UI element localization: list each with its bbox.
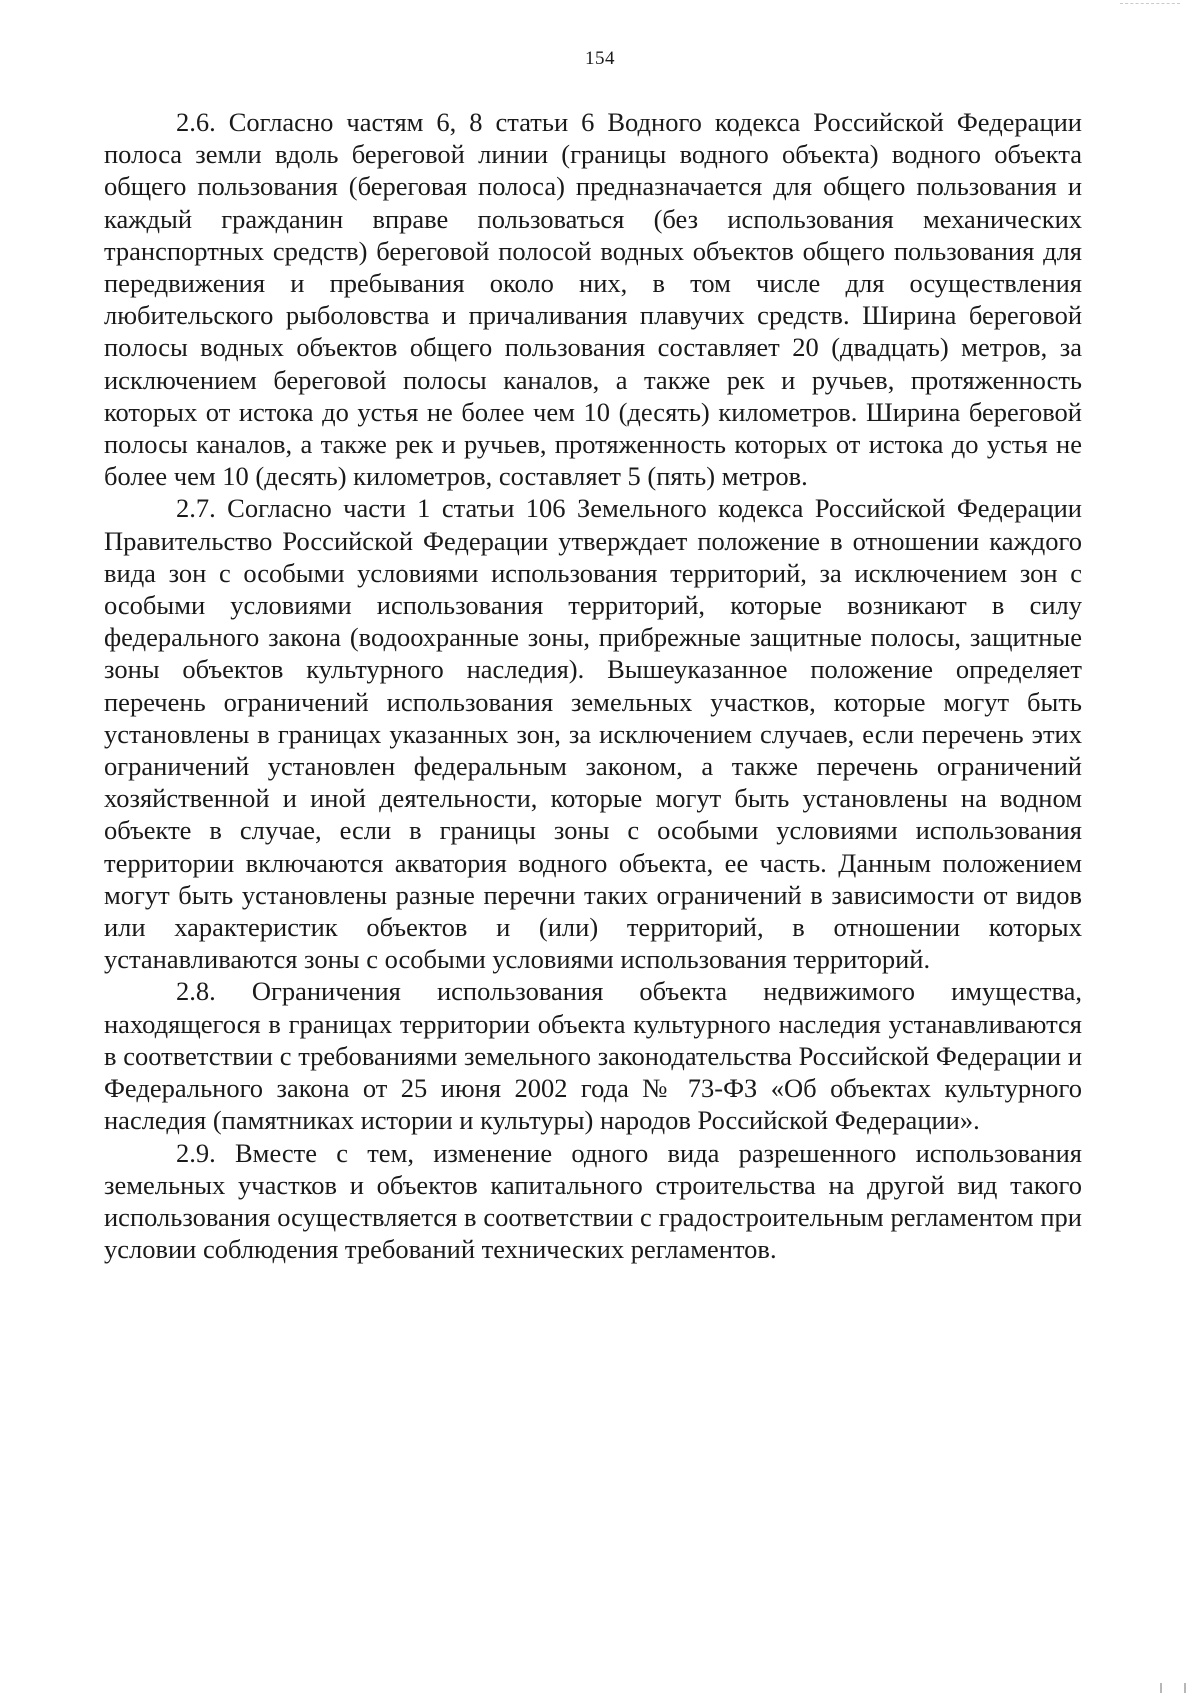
scan-artifact-bottom xyxy=(1160,1683,1186,1693)
paragraph-2-6: 2.6. Согласно частям 6, 8 статьи 6 Водного кодекса Российской Федерации полоса земли вдоль береговой линии (границы водного объекта) водного объекта общего пользования (береговая полоса) предназначается для общего пользования и каждый гражданин вправе пользоваться (без использования механических транспортных средств) береговой полосой водных объектов общего пользования для передвижения и пребывания около них, в том числе для осуществления любительского рыболовства и причаливания плавучих средств. Ширина береговой полосы водных объектов общего пользования составляет 20 (двадцать) метров, за исключением береговой полосы каналов, а также рек и ручьев, протяженность которых от истока до устья не более чем 10 (десять) километров. Ширина береговой полосы каналов, а также рек и ручьев, протяженность которых от истока до устья не более чем 10 (десять) километров, составляет 5 (пять) метров. xyxy=(104,107,1082,492)
paragraph-2-8: 2.8. Ограничения использования объекта недвижимого имущества, находящегося в границах территории объекта культурного наследия устанавливаются в соответствии с требованиями земельного законодательства Российской Федерации и Федерального закона от 25 июня 2002 года № 73-ФЗ «Об объектах культурного наследия (памятниках истории и культуры) народов Российской Федерации». xyxy=(104,976,1082,1136)
paragraph-2-7: 2.7. Согласно части 1 статьи 106 Земельного кодекса Российской Федерации Правительство Российской Федерации утверждает положение в отношении каждого вида зон с особыми условиями использования территорий, за исключением зон с особыми условиями использования территорий, которые возникают в силу федерального закона (водоохранные зоны, прибрежные защитные полосы, защитные зоны объектов культурного наследия). Вышеуказанное положение определяет перечень ограничений использования земельных участков, которые могут быть установлены в границах указанных зон, за исключением случаев, если перечень этих ограничений установлен федеральным законом, а также перечень ограничений хозяйственной и иной деятельности, которые могут быть установлены на водном объекте в случае, если в границы зоны с особыми условиями использования территории включаются акватория водного объекта, ее часть. Данным положением могут быть установлены разные перечни таких ограничений в зависимости от видов или характеристик объектов и (или) территорий, в отношении которых устанавливаются зоны с особыми условиями использования территорий. xyxy=(104,493,1082,975)
paragraph-2-9: 2.9. Вместе с тем, изменение одного вида разрешенного использования земельных участков и объектов капитального строительства на другой вид такого использования осуществляется в соответствии с градостроительным регламентом при условии соблюдения требований технических регламентов. xyxy=(104,1137,1082,1265)
scan-artifact-top xyxy=(1120,0,1180,4)
document-body xyxy=(104,106,1082,1265)
page-number: 154 xyxy=(585,48,615,69)
